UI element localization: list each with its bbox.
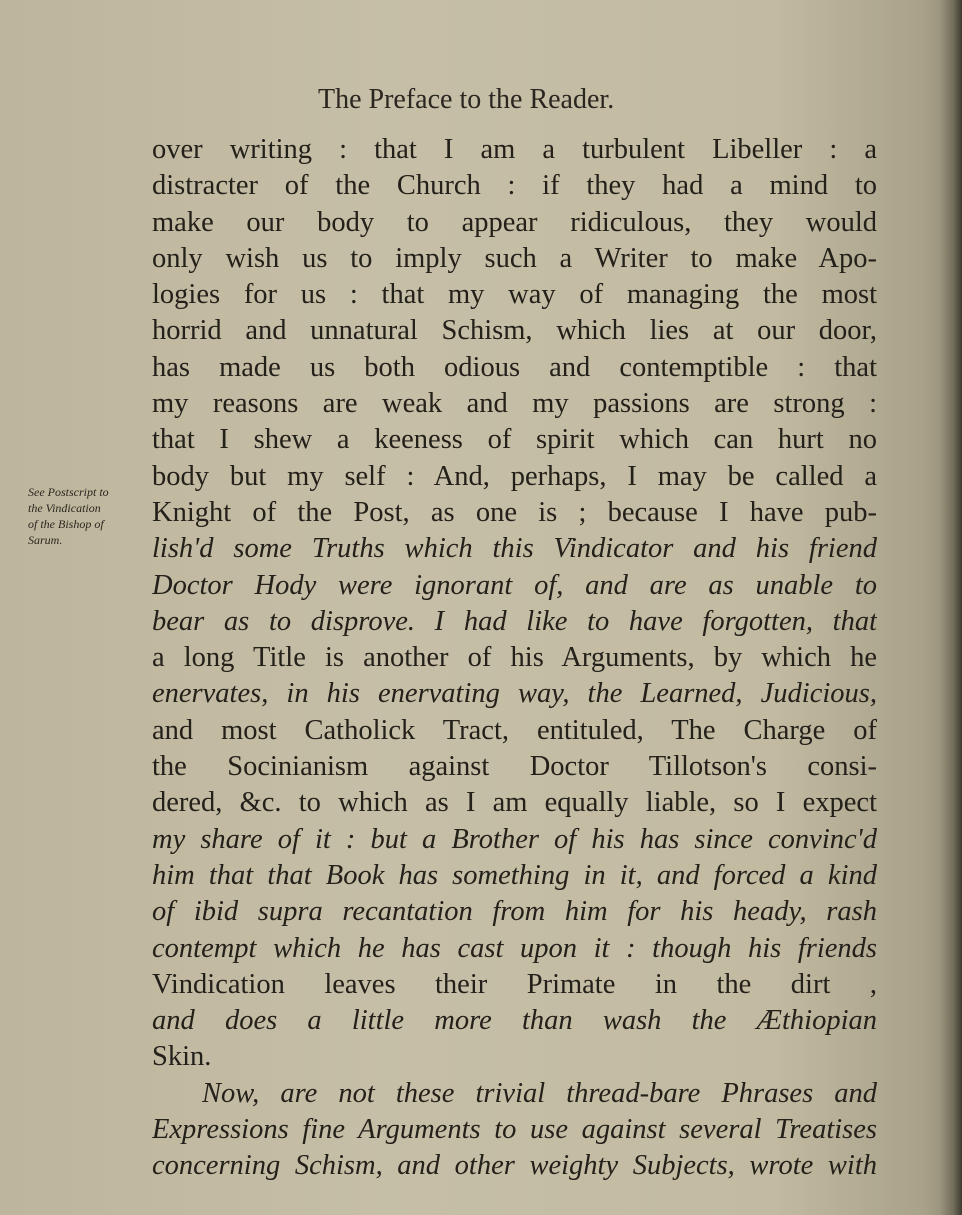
- running-title: The Preface to the Reader.: [318, 84, 615, 115]
- text-line: my share of it : but a Brother of his has since convinc'd: [152, 823, 877, 855]
- body-text: [152, 132, 877, 1185]
- text-line: a long Title is another of his Arguments, by which he: [152, 642, 877, 674]
- text-line: and does a little more than wash the Æthiopian: [152, 1005, 877, 1037]
- margin-note-line: the Vindication: [28, 501, 101, 515]
- text-line: my reasons are weak and my passions are strong :: [152, 388, 877, 420]
- text-line: only wish us to imply such a Writer to make Apo-: [152, 242, 877, 274]
- text-line: has made us both odious and contemptible : that: [152, 351, 877, 383]
- text-line: lish'd some Truths which this Vindicator and his friend: [152, 533, 877, 565]
- text-line: of ibid supra recantation from him for his heady, rash: [152, 896, 877, 928]
- text-line: enervates, in his enervating way, the Learned, Judicious,: [152, 678, 877, 710]
- text-line: body but my self : And, perhaps, I may be called a: [152, 460, 877, 492]
- text-line: the Socinianism against Doctor Tillotson's consi-: [152, 751, 877, 783]
- margin-note: [28, 484, 156, 548]
- text-line: Expressions fine Arguments to use against several Treatises: [152, 1114, 877, 1146]
- text-line: Knight of the Post, as one is ; because I have pub-: [152, 496, 877, 528]
- text-line: Doctor Hody were ignorant of, and are as unable to: [152, 569, 877, 601]
- margin-note-line: Sarum.: [28, 533, 63, 547]
- margin-note-line: of the Bishop of: [28, 517, 104, 531]
- text-line: logies for us : that my way of managing the most: [152, 279, 877, 311]
- text-line: him that that Book has something in it, and forced a kind: [152, 859, 877, 891]
- text-line: horrid and unnatural Schism, which lies at our door,: [152, 315, 877, 347]
- text-line: contempt which he has cast upon it : though his friends: [152, 932, 877, 964]
- text-line: bear as to disprove. I had like to have forgotten, that: [152, 605, 877, 637]
- text-line: over writing : that I am a turbulent Libeller : a: [152, 134, 877, 165]
- text-line: Skin.: [152, 1041, 212, 1073]
- text-line: Vindication leaves their Primate in the dirt ,: [152, 968, 877, 1000]
- text-line: make our body to appear ridiculous, they would: [152, 206, 877, 238]
- margin-note-line: See Postscript to: [28, 485, 109, 499]
- page-edge-shadow: [940, 0, 962, 1215]
- text-line: Now, are not these trivial thread-bare Phrases and: [202, 1077, 877, 1109]
- text-line: distracter of the Church : if they had a mind to: [152, 170, 877, 202]
- text-line: and most Catholick Tract, entituled, The Charge of: [152, 714, 877, 746]
- text-line: dered, &c. to which as I am equally liable, so I expect: [152, 787, 877, 819]
- text-line: that I shew a keeness of spirit which can hurt no: [152, 424, 877, 456]
- text-line: concerning Schism, and other weighty Subjects, wrote with: [152, 1150, 877, 1182]
